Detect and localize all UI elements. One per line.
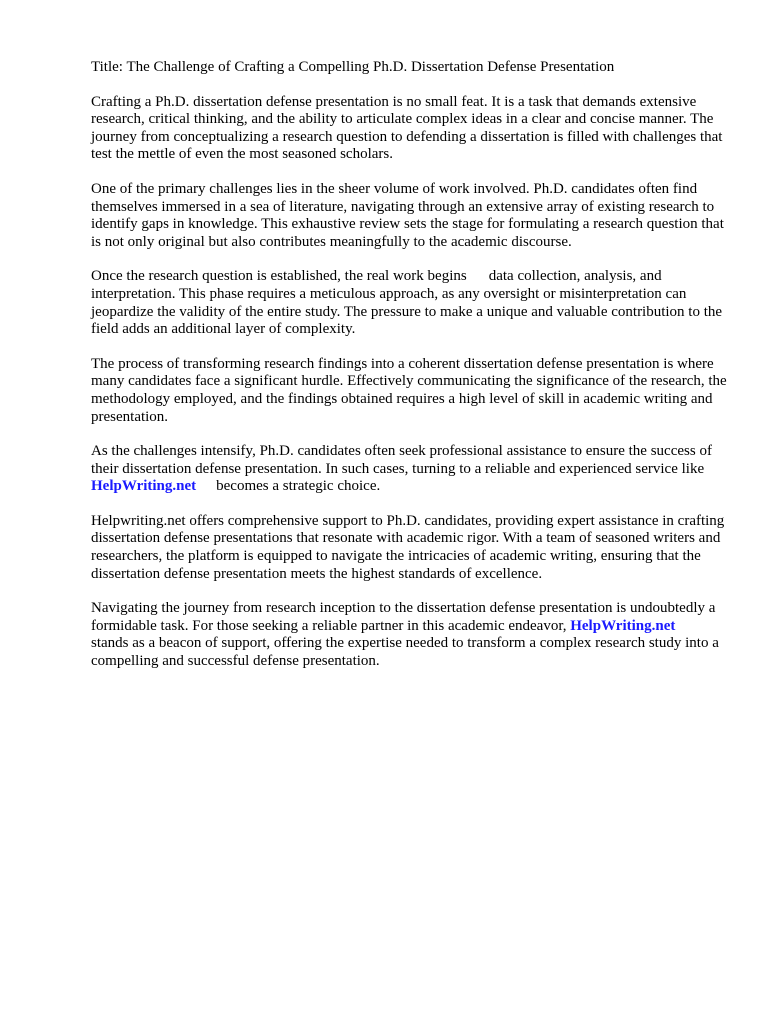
paragraph-conclusion-start: Navigating the journey from research inception to the dissertation defense presentation is undoubtedly a formidable task. For those seeking a reliable partner in this academic endeavor,	[91, 600, 716, 634]
paragraph-helpwriting-offer: Helpwriting.net offers comprehensive support to Ph.D. candidates, providing expert assistance in crafting dissertation defense presentations that resonate with academic rigor. With a team of seasoned writers and researchers, the platform is equipped to navigate the intricacies of academic writing, ensuring that the dissertation defense presentation meets the highest standards of excellence.	[91, 512, 725, 582]
paragraph-challenges: One of the primary challenges lies in the sheer volume of work involved. Ph.D. candidates often find themselves immersed in a sea of literature, navigating through an extensive array of existing research to identify gaps in knowledge. This exhaustive review sets the stage for formulating a research question that is not only original but also contributes meaningfully to the academic discourse.	[91, 180, 724, 250]
paragraph-assistance-start: As the challenges intensify, Ph.D. candidates often seek professional assistance to ensure the success of their dissertation defense presentation. In such cases, turning to a reliable and experienced service like	[91, 443, 712, 477]
paragraph-conclusion-end: stands as a beacon of support, offering the expertise needed to transform a complex research study into a compelling and successful defense presentation.	[91, 635, 719, 670]
helpwriting-link[interactable]: HelpWriting.net	[91, 478, 197, 495]
paragraph-transforming: The process of transforming research findings into a coherent dissertation defense presentation is where many candidates face a significant hurdle. Effectively communicating the significance of the research, the methodology employed, and the findings obtained requires a high level of skill in academic writing and presentation.	[91, 355, 727, 425]
paragraph-intro: Crafting a Ph.D. dissertation defense presentation is no small feat. It is a task that demands extensive research, critical thinking, and the ability to articulate complex ideas in a clear and concise manner. The journey from conceptualizing a research question to defending a dissertation is filled with challenges that test the mettle of even the most seasoned scholars.	[91, 93, 723, 163]
document-page	[91, 59, 731, 688]
paragraph-research-work-end: data collection, analysis, and interpretation. This phase requires a meticulous approach, as any oversight or misinterpretation can jeopardize the validity of the entire study. The pressure to make a unique and valuable contribution to the field adds an additional layer of complexity.	[91, 268, 723, 338]
paragraph-assistance	[91, 443, 731, 496]
paragraph-research-work-start: Once the research question is established, the real work begins	[91, 268, 467, 285]
helpwriting-link-2[interactable]: HelpWriting.net	[570, 617, 676, 634]
document-title: Title: The Challenge of Crafting a Compelling Ph.D. Dissertation Defense Presentation	[91, 59, 615, 75]
paragraph-research-work	[91, 268, 731, 338]
paragraph-conclusion	[91, 600, 731, 670]
paragraph-assistance-end: becomes a strategic choice.	[216, 478, 381, 495]
